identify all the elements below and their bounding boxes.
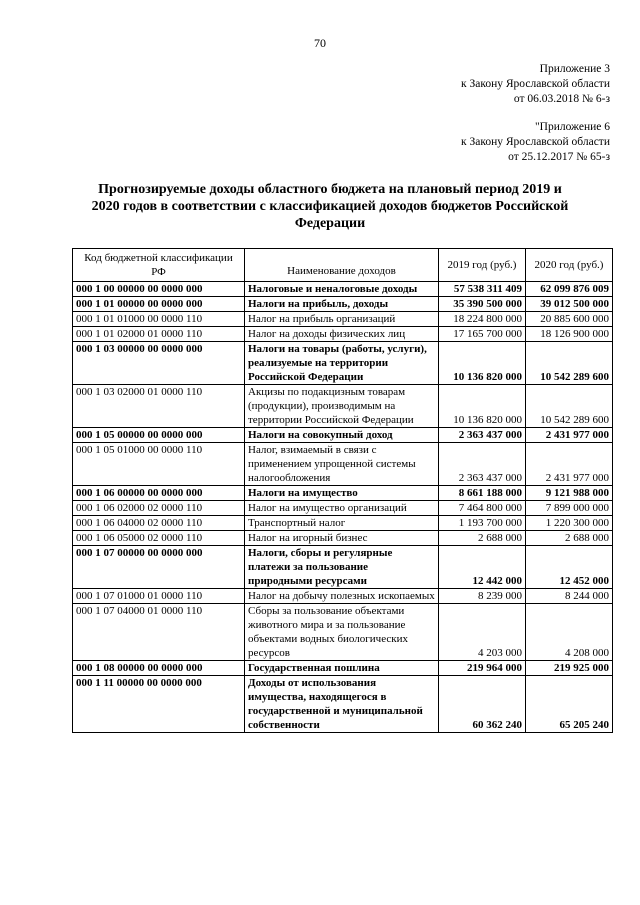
cell-2019: 12 442 000 — [439, 546, 526, 589]
cell-name: Налоги на совокупный доход — [245, 428, 439, 443]
cell-2019: 2 363 437 000 — [439, 443, 526, 486]
cell-name: Доходы от использования имущества, находящегося в государственной и муниципальной собственности — [245, 676, 439, 733]
cell-code: 000 1 03 02000 01 0000 110 — [73, 385, 245, 428]
cell-2020: 62 099 876 009 — [526, 282, 613, 297]
cell-name: Налоги, сборы и регулярные платежи за пользование природными ресурсами — [245, 546, 439, 589]
document-title-line: 2020 годов в соответствии с классификацией доходов бюджетов Российской — [91, 199, 569, 214]
table-row — [73, 443, 613, 486]
document-title — [60, 181, 600, 232]
cell-code: 000 1 06 02000 02 0000 110 — [73, 501, 245, 516]
cell-code: 000 1 06 00000 00 0000 000 — [73, 486, 245, 501]
table-row — [73, 385, 613, 428]
cell-code: 000 1 05 01000 00 0000 110 — [73, 443, 245, 486]
annex-6-title: "Приложение 6 — [534, 121, 610, 133]
cell-name: Налог на добычу полезных ископаемых — [245, 589, 439, 604]
cell-2019: 7 464 800 000 — [439, 501, 526, 516]
cell-name: Налог на доходы физических лиц — [245, 327, 439, 342]
cell-2020: 65 205 240 — [526, 676, 613, 733]
annex-3-law: к Закону Ярославской области — [461, 78, 610, 90]
table-row — [73, 531, 613, 546]
cell-name: Налог на прибыль организаций — [245, 312, 439, 327]
cell-2019: 35 390 500 000 — [439, 297, 526, 312]
cell-2019: 8 239 000 — [439, 589, 526, 604]
cell-code: 000 1 03 00000 00 0000 000 — [73, 342, 245, 385]
table-row — [73, 297, 613, 312]
table-row — [73, 327, 613, 342]
cell-code: 000 1 01 01000 00 0000 110 — [73, 312, 245, 327]
page-number: 70 — [314, 36, 326, 50]
cell-2020: 4 208 000 — [526, 604, 613, 661]
header-2020: 2020 год (руб.) — [526, 249, 613, 282]
cell-name: Государственная пошлина — [245, 661, 439, 676]
cell-code: 000 1 01 00000 00 0000 000 — [73, 297, 245, 312]
cell-2019: 2 363 437 000 — [439, 428, 526, 443]
table-row — [73, 501, 613, 516]
table-row — [73, 342, 613, 385]
table-row — [73, 661, 613, 676]
cell-2019: 4 203 000 — [439, 604, 526, 661]
cell-2019: 219 964 000 — [439, 661, 526, 676]
annex-3-title: Приложение 3 — [539, 63, 610, 75]
cell-code: 000 1 06 04000 02 0000 110 — [73, 516, 245, 531]
cell-name: Налог, взимаемый в связи с применением упрощенной системы налогообложения — [245, 443, 439, 486]
table-row — [73, 676, 613, 733]
cell-name: Налог на игорный бизнес — [245, 531, 439, 546]
cell-2020: 2 431 977 000 — [526, 443, 613, 486]
cell-2020: 9 121 988 000 — [526, 486, 613, 501]
document-title-line: Прогнозируемые доходы областного бюджета на плановый период 2019 и — [98, 182, 562, 197]
cell-2020: 1 220 300 000 — [526, 516, 613, 531]
cell-code: 000 1 00 00000 00 0000 000 — [73, 282, 245, 297]
cell-name: Налоги на имущество — [245, 486, 439, 501]
cell-code: 000 1 06 05000 02 0000 110 — [73, 531, 245, 546]
cell-2019: 57 538 311 409 — [439, 282, 526, 297]
cell-name: Налог на имущество организаций — [245, 501, 439, 516]
table-row — [73, 516, 613, 531]
cell-2019: 8 661 188 000 — [439, 486, 526, 501]
cell-2020: 18 126 900 000 — [526, 327, 613, 342]
cell-name: Сборы за пользование объектами животного мира и за пользование объектами водных биологических ресурсов — [245, 604, 439, 661]
annex-3-date: от 06.03.2018 № 6-з — [513, 93, 610, 105]
cell-code: 000 1 05 00000 00 0000 000 — [73, 428, 245, 443]
table-row — [73, 546, 613, 589]
annex-6-header — [461, 120, 610, 165]
table-row — [73, 486, 613, 501]
cell-2019: 18 224 800 000 — [439, 312, 526, 327]
table-row — [73, 589, 613, 604]
header-2019: 2019 год (руб.) — [439, 249, 526, 282]
document-title-line: Федерации — [294, 216, 366, 231]
cell-code: 000 1 07 01000 01 0000 110 — [73, 589, 245, 604]
cell-name: Налоги на прибыль, доходы — [245, 297, 439, 312]
cell-2020: 10 542 289 600 — [526, 342, 613, 385]
cell-2019: 1 193 700 000 — [439, 516, 526, 531]
annex-3-header — [461, 62, 610, 107]
table-row — [73, 428, 613, 443]
annex-6-date: от 25.12.2017 № 65-з — [508, 151, 610, 163]
cell-2020: 219 925 000 — [526, 661, 613, 676]
cell-2020: 39 012 500 000 — [526, 297, 613, 312]
cell-code: 000 1 07 00000 00 0000 000 — [73, 546, 245, 589]
cell-2020: 8 244 000 — [526, 589, 613, 604]
header-code: Код бюджетной классификации РФ — [73, 249, 245, 282]
cell-name: Акцизы по подакцизным товарам (продукции), производимым на территории Российской Федерации — [245, 385, 439, 428]
cell-2020: 7 899 000 000 — [526, 501, 613, 516]
cell-code: 000 1 07 04000 01 0000 110 — [73, 604, 245, 661]
cell-code: 000 1 08 00000 00 0000 000 — [73, 661, 245, 676]
cell-2019: 10 136 820 000 — [439, 385, 526, 428]
revenue-table — [72, 248, 613, 733]
cell-code: 000 1 11 00000 00 0000 000 — [73, 676, 245, 733]
cell-name: Налоговые и неналоговые доходы — [245, 282, 439, 297]
cell-2020: 12 452 000 — [526, 546, 613, 589]
table-row — [73, 282, 613, 297]
cell-2019: 17 165 700 000 — [439, 327, 526, 342]
cell-2020: 20 885 600 000 — [526, 312, 613, 327]
annex-6-law: к Закону Ярославской области — [461, 136, 610, 148]
cell-2020: 10 542 289 600 — [526, 385, 613, 428]
table-row — [73, 312, 613, 327]
cell-2020: 2 688 000 — [526, 531, 613, 546]
cell-name: Налоги на товары (работы, услуги), реализуемые на территории Российской Федерации — [245, 342, 439, 385]
table-row — [73, 604, 613, 661]
cell-code: 000 1 01 02000 01 0000 110 — [73, 327, 245, 342]
cell-2019: 10 136 820 000 — [439, 342, 526, 385]
cell-2019: 2 688 000 — [439, 531, 526, 546]
cell-2019: 60 362 240 — [439, 676, 526, 733]
table-header-row — [73, 249, 613, 282]
cell-2020: 2 431 977 000 — [526, 428, 613, 443]
cell-name: Транспортный налог — [245, 516, 439, 531]
header-name: Наименование доходов — [245, 249, 439, 282]
